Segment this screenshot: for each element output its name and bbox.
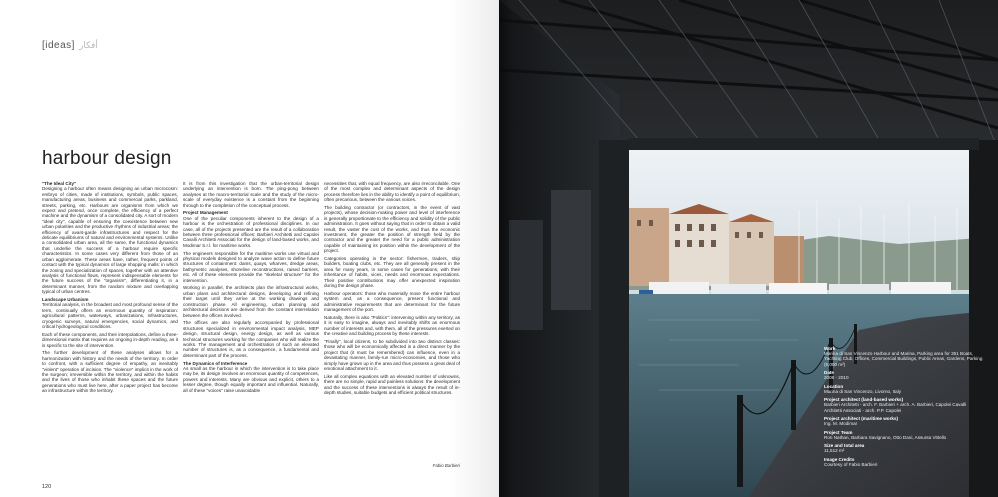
credit-value: Barbieri Architetti - arch. F. Barbieri + arch. A. Barbieri, Capolei Cavalli Architetti Associati - arch. P.P. Capolei: [824, 402, 967, 413]
credit-value: Courtesy of Fabio Barbieri: [824, 461, 878, 467]
credit-value: 11,512 m²: [824, 448, 845, 454]
credit-value: Marina di San Vincenzo Harbour and Marina, Parking area for 351 Boats, Yachting Club, Offices, Commercial Buildings, Public Areas, Gardens, Parking (5,000 m²): [824, 351, 983, 367]
section-tag: [42, 40, 98, 51]
left-glass-panel: [551, 190, 591, 310]
body-paragraph: The building contractor (or contractors, in the event of vast projects), whose decision-making power and level of interference is generally proportionate to the efficiency and solidity of the public administration. It goes without saying that in order to obtain a valid result, the vaster the cost of the works, and thus the economic investment, the greater the position of strength held by the contractor and the greater the need for a public administration capable of maintaining its position within the development of the project.: [324, 205, 460, 254]
body-paragraph: Categories operating in the sector: fishermen, traders, ship builders, boating clubs, etc. They are all generally present in the area for many years, in some cases for generations, with their inheritance of habits, vices, needs and enormous expectations. Their positive contributions may offer unexpected inspiration during the design phase.: [324, 256, 460, 289]
body-paragraph: The offices are also regularly accompanied by professional structures specialized in environmental impact analysis, MEP design, structural design, energy design, as well as various technical structures working for the companies who will realize the works. The management and orchestration of such an elevated number of structures is, as a consequence, a fundamental and determinant part of the process.: [183, 320, 319, 358]
text-column-1: [42, 181, 178, 471]
body-paragraph: Like all complex equations with an elevated number of unknowns, there are no simple, rapid and painless solutions: the development and the success of these interventions is always the result of in-depth studies, suitable budgets and efficient political structures.: [324, 373, 460, 395]
credit-value: Ron Nathan, Barbara Savignano, Otto Dani, Assunta Vittello: [824, 434, 947, 440]
credit-label: Project architect (maritime works): [824, 415, 899, 421]
credit-label: Image Credits: [824, 456, 855, 462]
right-page-photo: [499, 0, 998, 497]
body-paragraph: As small as the harbour in which the intervention is to take place may be, its design involves an enormous quantity of competences, powers and interests. Many are obvious and explicit, others to a lesser degree, though equally important and influential. Naturally, all of these "voices" raise unavoidable: [183, 365, 319, 393]
body-paragraph: The engineers responsible for the maritime works use virtual and physical models designed to analyze wave action to define future structures of containment: dams, quays, wharves, dredge areas, bathymetric analyses, shoreline reconstructions, raised barriers, etc. All of these elements provide the "skeletal structure" for the intervention.: [183, 250, 319, 283]
credit-entry: [824, 384, 984, 394]
subheading: "The Ideal City": [42, 181, 77, 186]
credit-value: Marina di San Vincenzo, Livorno, Italy: [824, 388, 902, 394]
body-paragraph: Naturally, there is also "Politics": intervening within any territory, as it is easy to imagine, always and inevitably shifts an enormous number of interests and, with them, all of the pressures exerted on the creative and building process by these interests.: [324, 314, 460, 337]
credit-label: Project Team: [824, 429, 853, 435]
text-column-2: [183, 181, 319, 453]
credit-label: Size and total area: [824, 443, 865, 449]
subheading: Project Management: [183, 210, 228, 216]
credit-entry: [824, 370, 984, 380]
page-number: 120: [42, 484, 52, 490]
credit-label: Location: [824, 383, 844, 389]
body-paragraph: One of the peculiar components inherent to the design of a harbour is the orchestration of professional disciplines. In our case, all of the projects presented are the result of a collaboration between three professional offices: Barbieri Architetti and Capolei Cavalli Architetti Associati for the design of land-based works, and Modimar S.r.l. for maritime works.: [183, 215, 319, 248]
credit-entry: [824, 416, 984, 426]
body-paragraph: Working in parallel, the architects plan the infrastructural works, urban plans and architectural designs, developing and refining their target until they arrive at the working drawings and construction phase. All engineering, urban planning and architectural decisions are derived from the constant interrelation between the offices involved.: [183, 285, 319, 318]
body-paragraph: necessities that, with equal frequency, are also irreconcilable. One of the most complex and determinant aspects of the design process therefore lies in the ability to identify a point of equilibrium, often precarious, between the various voices.: [324, 181, 460, 203]
body-paragraph: Harbour operators: those who materially move the entire harbour system and, as a consequence, present functional and administrative requirements that are determinant for the future management of the port.: [324, 290, 460, 313]
text-column-3: [324, 181, 460, 461]
left-column: [599, 140, 629, 497]
credit-entry: [824, 346, 984, 367]
section-tag-arabic: أفكار: [78, 40, 98, 50]
page-title: harbour design: [42, 148, 172, 169]
project-credits: [824, 346, 984, 470]
body-paragraph: Territorial analysis, in the broadest and most profound sense of the term, continually offers an enormous quantity of inspiration: agricultural patterns, waterways, urbanizations, infrastructures, cryogenic surveys, natural emergencies, social dynamics, and critical hydrogeological conditions.: [42, 302, 178, 329]
roof-edge-beam: [629, 138, 979, 150]
body-paragraph: Designing a harbour often means designing an urban microcosm: embryo of cities, made of institutions, symbols, public spaces, manufacturing areas, business and commercial parks, parkland, streets, parking, etc. Harbours are organisms from which we expect and pretend, once complete, the efficiency of a perfect machine and the dynamism of a consolidated city. A sort of modern "ideal city", capable of ensuring the coexistence between new urban polarities and the productive rhythms of industrial areas; the efficiency of avant-garde infrastructures and respect for the delicate equilibriums of natural and environmental systems. Unlike a consolidated urban area, all the same, the functional dynamics that underlie the success of a harbour require specific characteristics. In some cases very different from those of an urban agglomerate. These areas have, rather, frequent points of contact with the typical dynamics of large shopping malls: in which the zoning and specialization of spaces, together with an attentive analysis of functional flows, represent indispensable elements for the future success of the "organism", differentiating it, in a determinant manner, from the random mixture and overlapping typical of urban centres.: [42, 186, 178, 295]
author-signature: Fabio Barbieri: [432, 463, 460, 468]
body-paragraph: It is from this investigation that the urban-territorial design underlying an intervention is born. The ping-pong between analyses at the macro-territorial scale and the study of the micro-scale of everyday existence is a constant from the beginning through to the completion of the conceptual process.: [183, 181, 319, 208]
credit-entry: [824, 457, 984, 467]
credit-label: Project architect (land-based works): [824, 397, 904, 403]
credit-value: Ing. M. Modimar: [824, 421, 858, 427]
credit-value: 2008 - 2010: [824, 375, 849, 381]
credit-entry: [824, 443, 984, 453]
credit-label: Date: [824, 370, 834, 375]
body-paragraph: The further development of these analyses allows for a harmonization with history and the needs of the territory. In order to confront, with a sufficient degree of empathy, an inevitably "violent" operation of incision. The "violence" implicit in the work of the surgeon; irreversible within the territory, and within the habits and the lives of those who inhabit these spaces and the future generations who must live here, after a paper project has become an infrastructure within the territory.: [42, 350, 178, 394]
subheading: The Dynamics of Interference: [183, 360, 248, 366]
subheading: Landscape Urbanism: [42, 296, 89, 302]
section-tag-label: [ideas]: [42, 40, 75, 51]
credit-entry: [824, 430, 984, 440]
body-paragraph: Each of these components, and their interpolations, define a three-dimensional matrix that requires an ongoing in-depth reading, as it is specific to the site of intervention.: [42, 331, 178, 348]
left-doorway: [509, 220, 543, 330]
credit-entry: [824, 397, 984, 413]
credit-label: Work: [824, 346, 836, 351]
body-paragraph: "Finally", local citizens, to be subdivided into two distinct classes: those who will be economically affected in a direct manner by the project that (it must be remembered) can influence, even in a devastating manner, family-run micro-economies, and those who simply have grown up in the area and thus possess a great deal of emotional attachment to it.: [324, 338, 460, 371]
